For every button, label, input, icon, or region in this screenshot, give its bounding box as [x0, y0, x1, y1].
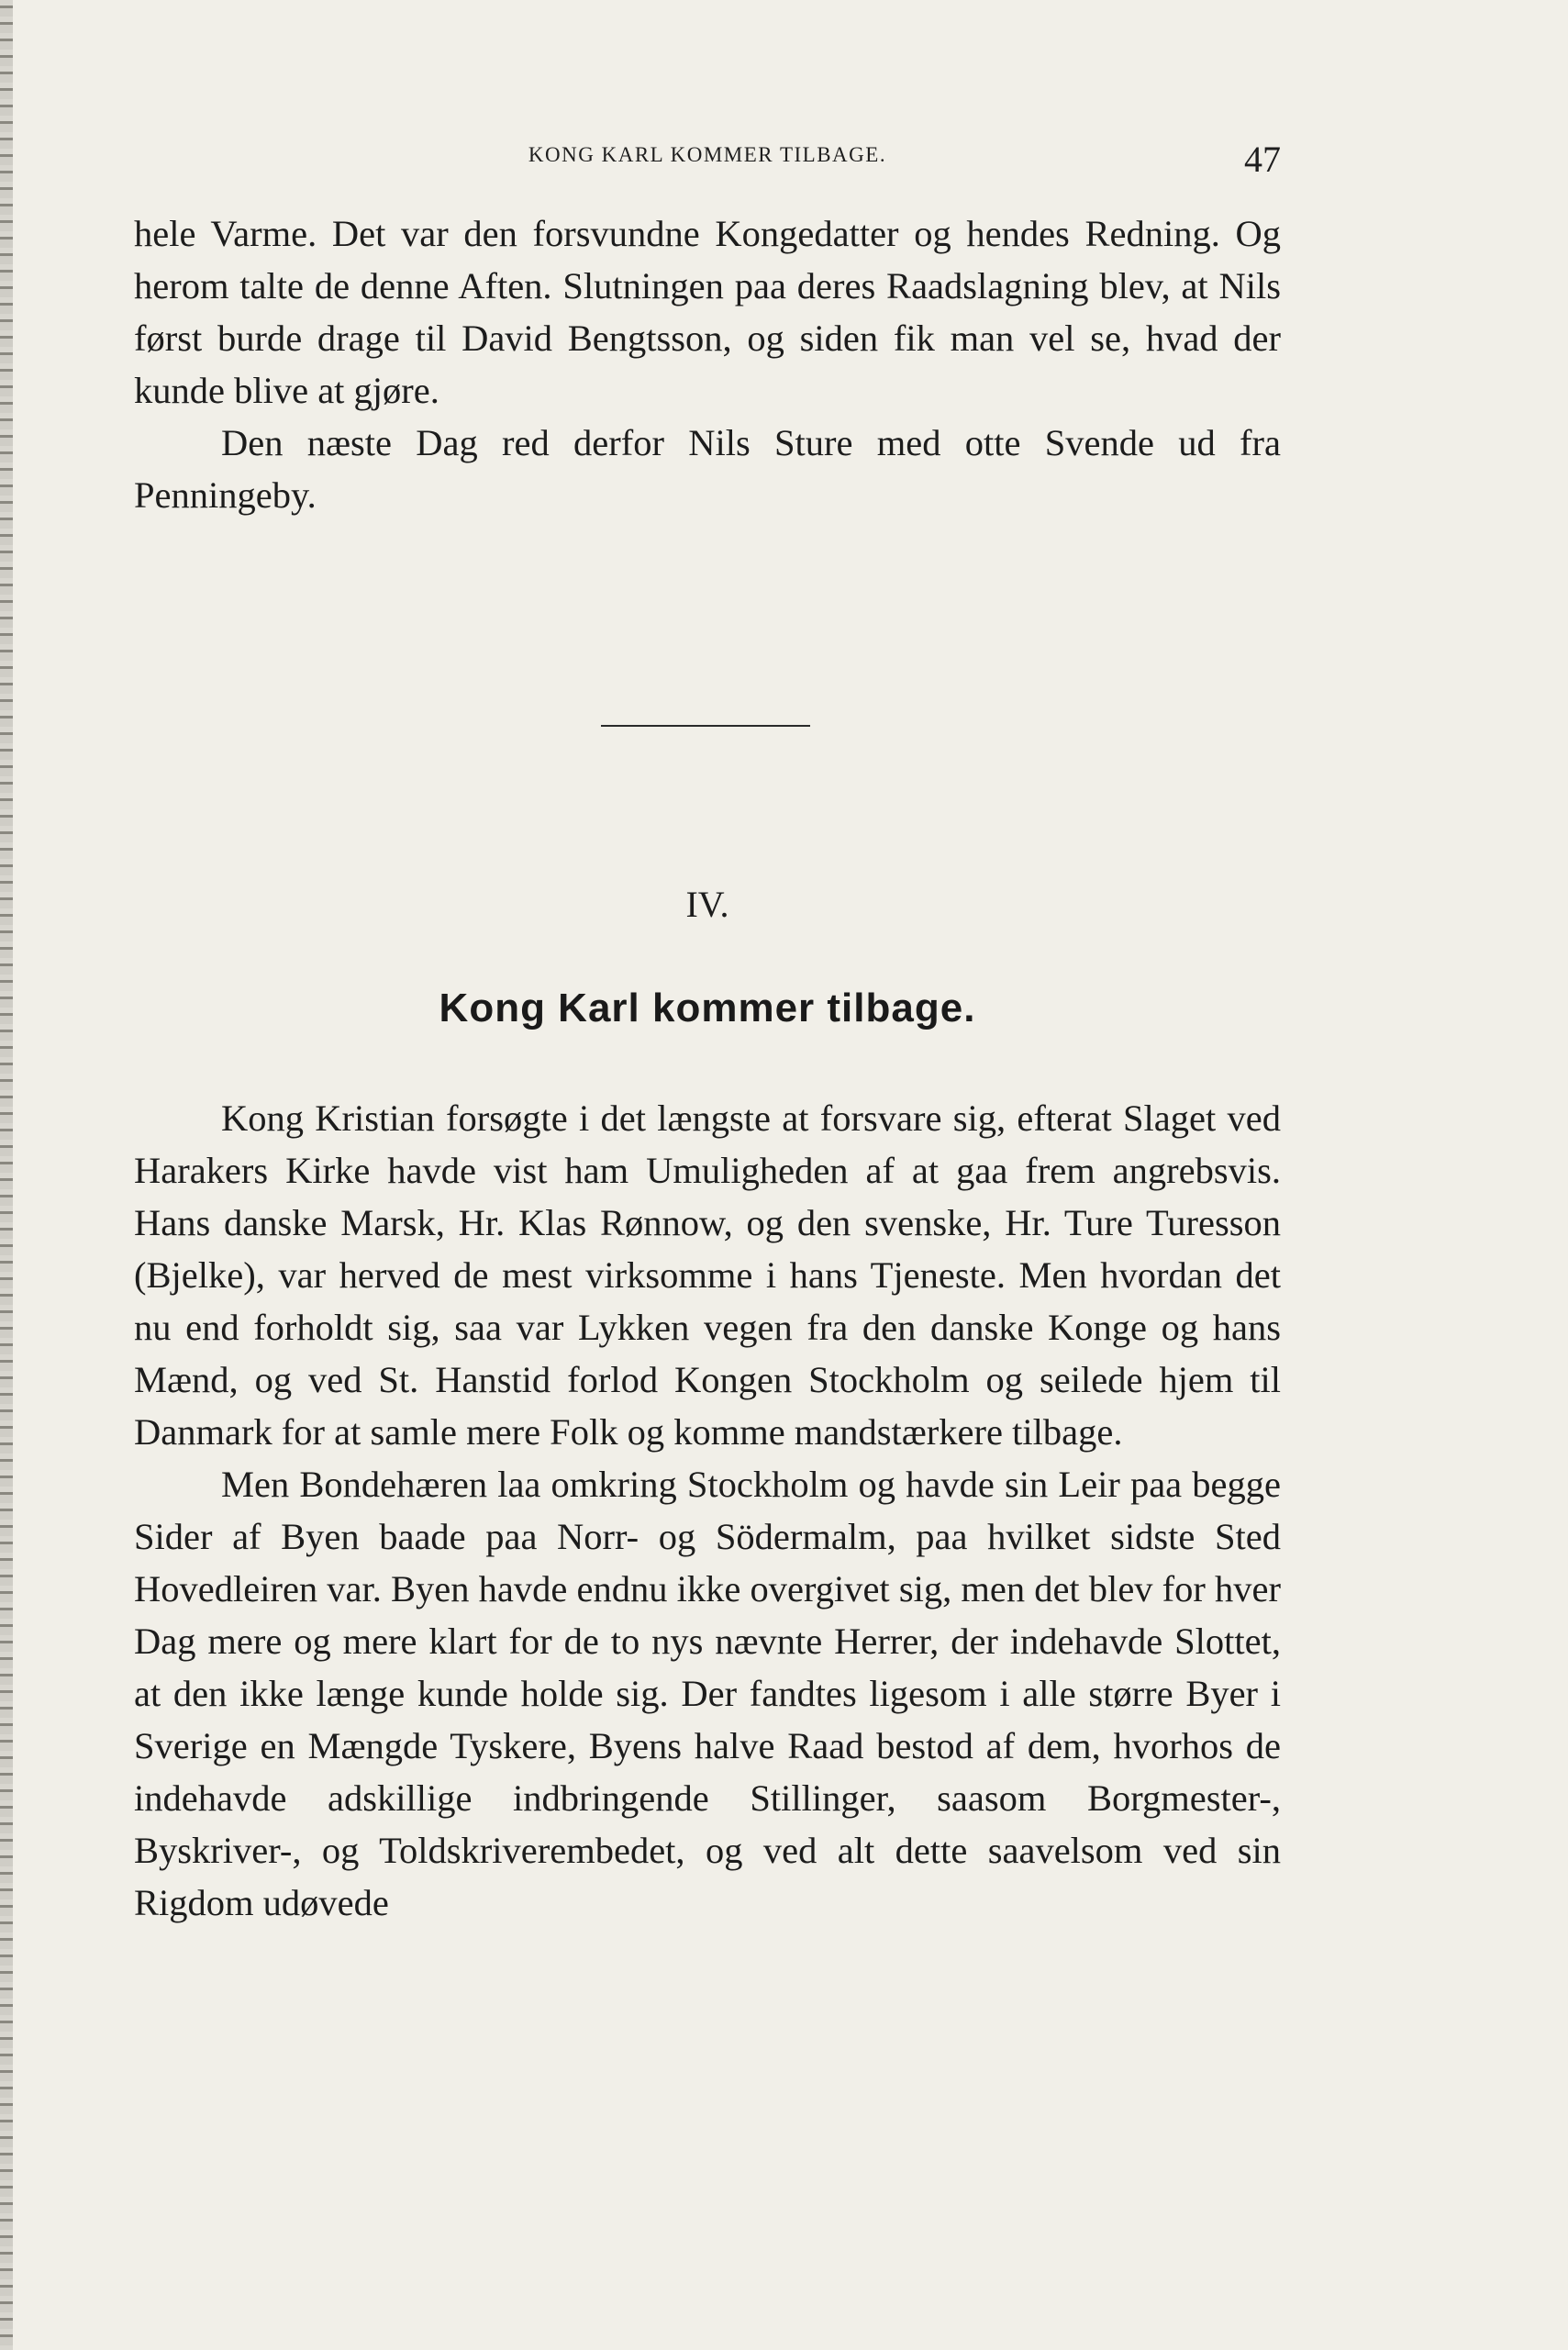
chapter-text-block — [134, 1092, 1281, 1929]
page-header — [134, 138, 1281, 193]
chapter-number: IV. — [685, 884, 729, 925]
intro-text-block — [134, 207, 1281, 521]
running-head: KONG KARL KOMMER TILBAGE. — [528, 143, 887, 166]
paragraph: hele Varme. Det var den forsvundne Kongedatter og hendes Redning. Og herom talte de denne Aften. Slutningen paa deres Raadslagning blev, at Nils først burde drage til David Bengtsson, og siden fik man vel se, hvad der kunde blive at gjøre. — [134, 213, 1281, 411]
paragraph: Den næste Dag red derfor Nils Sture med otte Svende ud fra Penningeby. — [134, 422, 1281, 516]
page-number: 47 — [1244, 139, 1281, 180]
chapter-title: Kong Karl kommer tilbage. — [439, 986, 976, 1030]
paragraph: Men Bondehæren laa omkring Stockholm og havde sin Leir paa begge Sider af Byen baade paa Norr- og Södermalm, paa hvilket sidste Sted Hovedleiren var. Byen havde endnu ikke overgivet sig, men det blev for hver Dag mere og mere klart for de to nys nævnte Herrer, der indehavde Slottet, at den ikke længe kunde holde sig. Der fandtes ligesom i alle større Byer i Sverige en Mængde Tyskere, Byens halve Raad bestod af dem, hvorhos de indehavde adskillige indbringende Stillinger, saasom Borgmester-, Byskriver-, og Toldskriverembedet, og ved alt dette saavelsom ved sin Rigdom udøvede — [134, 1464, 1281, 1923]
binding-edge — [0, 0, 13, 2350]
section-divider — [601, 725, 810, 727]
paragraph: Kong Kristian forsøgte i det længste at forsvare sig, efterat Slaget ved Harakers Kirke havde vist ham Umuligheden af at gaa frem angrebsvis. Hans danske Marsk, Hr. Klas Rønnow, og den svenske, Hr. Ture Turesson (Bjelke), var herved de mest virksomme i hans Tjeneste. Men hvordan det nu end forholdt sig, saa var Lykken vegen fra den danske Konge og hans Mænd, og ved St. Hanstid forlod Kongen Stockholm og seilede hjem til Danmark for at samle mere Folk og komme mandstærkere tilbage. — [134, 1097, 1281, 1453]
